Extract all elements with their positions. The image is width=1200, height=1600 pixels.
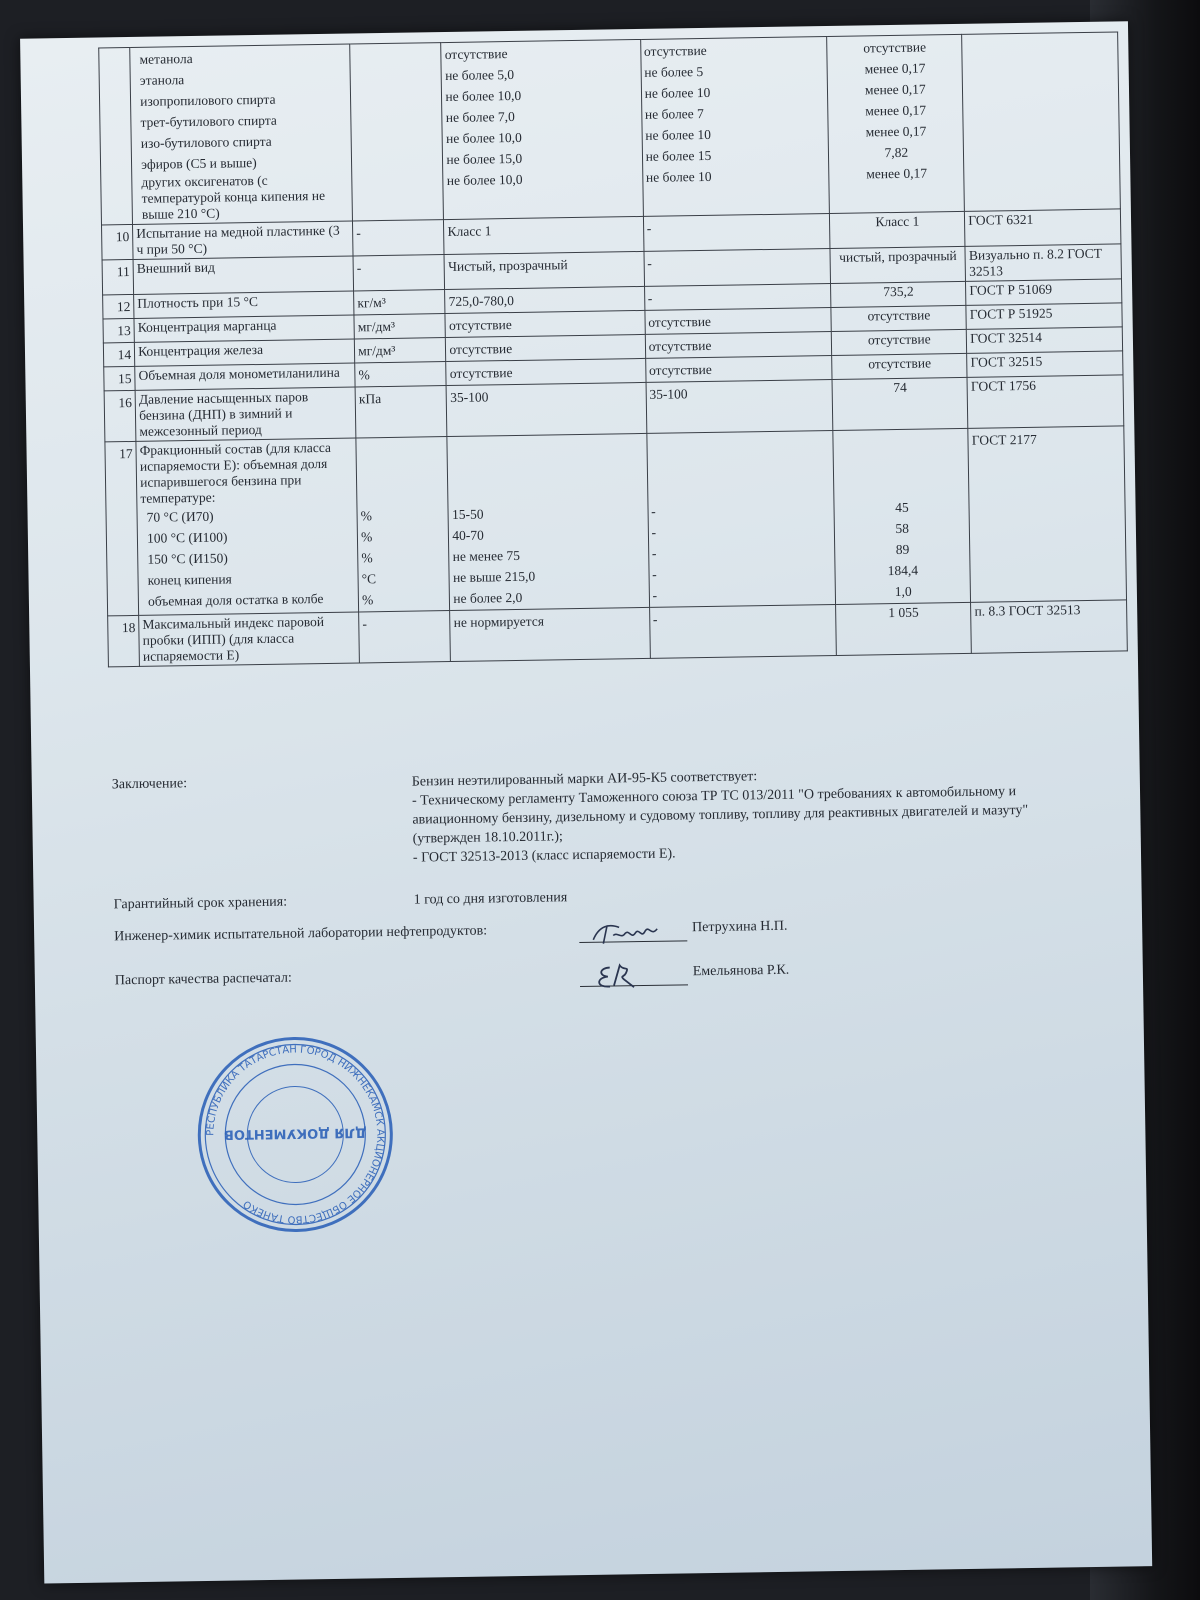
printed-by-label: Паспорт качества распечатал: xyxy=(114,970,292,989)
item-unit: % xyxy=(361,550,373,566)
row-result xyxy=(836,602,972,655)
item-name: других оксигенатов (с температурой конца кипения не выше 210 °С) xyxy=(141,172,326,222)
row-result-text: 1 055 xyxy=(888,604,919,621)
engineer-signature-line xyxy=(579,916,687,943)
row-name xyxy=(133,221,354,259)
cell-spacer xyxy=(360,438,445,505)
row-norm-1: Чистый, прозрачный xyxy=(444,251,644,289)
row-number: 14 xyxy=(103,342,134,366)
conclusion-line: Бензин неэтилированный марки АИ-95-К5 соответствует: xyxy=(411,769,758,790)
row-method xyxy=(965,209,1121,246)
row-method xyxy=(967,351,1123,377)
item-norm-2: отсутствие xyxy=(643,42,707,59)
item-name: этанола xyxy=(139,72,185,88)
item-name: конец кипения xyxy=(147,571,232,588)
row-name xyxy=(139,612,360,666)
row-norm-1: Класс 1 xyxy=(444,216,644,254)
row-result xyxy=(827,34,965,213)
row-norm-2: отсутствие xyxy=(645,355,832,382)
table-row xyxy=(99,32,1121,225)
row-name-text: Концентрация железа xyxy=(138,341,264,359)
row-unit xyxy=(356,437,450,612)
row-name xyxy=(136,438,359,615)
item-result: менее 0,17 xyxy=(864,81,926,98)
row-name-text: Фракционный состав (для класса испаряемости Е): объемная доля испарившегося бензина при температуре: xyxy=(139,439,332,506)
row-unit: кПа xyxy=(355,386,447,438)
stamp-outer-text: РЕСПУБЛИКА ТАТАРСТАН ГОРОД НИЖНЕКАМСК АКЦИОНЕРНОЕ ОБЩЕСТВО ТАНЕКО xyxy=(205,1044,386,1225)
cell-spacer xyxy=(451,435,644,504)
row-result-text: отсутствие xyxy=(867,331,931,348)
item-norm-2: не более 5 xyxy=(644,63,704,80)
row-method xyxy=(962,32,1120,211)
item-name: трет-бутилового спирта xyxy=(140,112,277,130)
item-norm-1: не более 10,0 xyxy=(446,171,523,189)
item-norm-1: не более 7,0 xyxy=(445,108,515,126)
row-norm-2: - xyxy=(643,214,830,252)
item-name: 150 °С (И150) xyxy=(147,550,228,567)
row-method xyxy=(965,244,1121,281)
row-name-text: Испытание на медной пластинке (3 ч при 50 °С) xyxy=(136,222,340,257)
row-unit xyxy=(350,43,444,221)
row-norm-1 xyxy=(447,433,649,610)
row-name xyxy=(134,315,354,342)
row-result-text: Класс 1 xyxy=(875,213,920,230)
row-unit: мг/дм³ xyxy=(354,314,446,339)
row-norm-1 xyxy=(441,39,643,219)
item-norm-2: - xyxy=(651,545,657,561)
row-method-text: Визуально п. 8.2 ГОСТ 32513 xyxy=(968,245,1103,279)
item-name: 70 °С (И70) xyxy=(146,508,214,525)
row-number: 15 xyxy=(104,366,135,390)
item-result: менее 0,17 xyxy=(864,60,926,77)
row-norm-1: 35-100 xyxy=(446,382,646,436)
item-norm-1: 15-50 xyxy=(451,506,484,522)
conclusion-line: - Техническому регламенту Таможенного союза ТР ТС 013/2011 "О требованиях к автомобильному и авиационному бензину, дизельному и судовому топливу, топливу для реактивных двигателей и мазуту" (утвержден 18.10.2011г.); xyxy=(411,784,1029,847)
item-result: менее 0,17 xyxy=(865,123,927,140)
item-norm-1: не выше 215,0 xyxy=(452,568,536,585)
conclusion-text xyxy=(412,763,1053,868)
row-number: 11 xyxy=(102,259,134,294)
row-norm-2: - xyxy=(649,604,837,658)
row-unit: кг/м³ xyxy=(354,290,446,315)
row-method xyxy=(966,279,1122,305)
item-norm-2: не более 10 xyxy=(644,84,711,101)
row-number: 12 xyxy=(103,294,134,318)
row-norm-2: - xyxy=(644,283,831,310)
item-norm-2: - xyxy=(651,503,656,519)
warranty-label: Гарантийный срок хранения: xyxy=(113,894,288,913)
row-method-text: ГОСТ 32514 xyxy=(970,329,1043,346)
row-result-text: чистый, прозрачный xyxy=(839,248,957,265)
item-unit: % xyxy=(360,508,373,524)
row-norm-1: не нормируется xyxy=(450,607,650,661)
row-result xyxy=(831,281,966,307)
item-result: 45 xyxy=(895,499,909,516)
item-norm-1: отсутствие xyxy=(444,46,508,63)
item-norm-2: не более 10 xyxy=(645,126,712,143)
row-result-text: отсутствие xyxy=(867,307,931,324)
row-unit: - xyxy=(353,255,445,291)
engineer-label: Инженер-химик испытательной лаборатории нефтепродуктов: xyxy=(114,923,488,945)
item-result: 58 xyxy=(895,520,910,537)
row-number: 16 xyxy=(104,390,136,441)
row-method-text: ГОСТ Р 51069 xyxy=(969,281,1053,298)
row-number xyxy=(99,47,133,224)
row-norm-2: отсутствие xyxy=(645,307,832,334)
row-number: 17 xyxy=(105,441,139,615)
row-number: 10 xyxy=(102,224,134,259)
item-norm-2: - xyxy=(651,524,657,540)
row-method xyxy=(967,327,1123,353)
warranty-value: 1 год со дня изготовления xyxy=(413,890,568,908)
row-norm-1: 725,0-780,0 xyxy=(445,286,645,313)
company-stamp xyxy=(194,1033,397,1236)
row-method xyxy=(971,600,1127,653)
row-result xyxy=(832,353,967,379)
item-unit: °С xyxy=(361,571,377,587)
item-result: менее 0,17 xyxy=(866,165,928,182)
row-norm-2: 35-100 xyxy=(646,379,834,433)
row-norm-1: отсутствие xyxy=(446,358,646,385)
item-name: 100 °С (И100) xyxy=(146,529,228,546)
row-unit: - xyxy=(359,611,451,663)
item-norm-1: не менее 75 xyxy=(452,547,521,564)
item-norm-2: не более 10 xyxy=(645,168,712,185)
row-norm-1: отсутствие xyxy=(445,310,645,337)
printer-signature xyxy=(580,960,688,992)
row-result xyxy=(833,428,971,604)
item-unit: % xyxy=(361,592,374,608)
row-result-text: 74 xyxy=(893,379,907,396)
item-name: метанола xyxy=(139,50,193,67)
item-norm-1: не более 10,0 xyxy=(445,87,522,105)
row-number: 13 xyxy=(103,318,134,342)
row-method: ГОСТ 2177 xyxy=(968,426,1126,602)
item-name: эфиров (С5 и выше) xyxy=(141,155,257,172)
engineer-signature xyxy=(579,916,687,948)
item-name: изопропилового спирта xyxy=(140,91,276,109)
item-norm-2: - xyxy=(652,587,658,603)
conclusion-label: Заключение: xyxy=(111,776,188,793)
row-method-text: ГОСТ 1756 xyxy=(970,377,1037,394)
item-name: изо-бутилового спирта xyxy=(140,133,272,151)
printer-name: Емельянова Р.К. xyxy=(692,962,790,980)
row-name-text: Внешний вид xyxy=(136,259,216,276)
row-result xyxy=(831,305,966,331)
item-result: 1,0 xyxy=(894,583,912,600)
stamp-center-text: ДЛЯ ДОКУМЕНТОВ xyxy=(223,1124,367,1142)
item-norm-2: не более 7 xyxy=(644,105,704,122)
row-norm-2 xyxy=(646,430,835,607)
item-norm-2: - xyxy=(652,566,657,582)
row-result xyxy=(832,329,967,355)
item-result: 89 xyxy=(895,541,910,558)
printer-signature-line xyxy=(580,960,688,987)
row-method-text: ГОСТ 32515 xyxy=(970,353,1043,370)
row-norm-2: - xyxy=(644,248,831,286)
row-method-text: ГОСТ Р 51925 xyxy=(969,305,1053,322)
row-norm-2 xyxy=(640,37,830,217)
row-name-text: Максимальный индекс паровой пробки (ИПП) (для класса испаряемости Е) xyxy=(142,613,325,664)
item-norm-1: не более 5,0 xyxy=(445,66,515,84)
row-name-text: Объемная доля монометиланилина xyxy=(138,364,340,383)
row-method xyxy=(966,303,1122,329)
row-unit: - xyxy=(353,220,445,256)
row-result xyxy=(832,377,968,430)
row-norm-1: отсутствие xyxy=(446,334,646,361)
row-norm-2: отсутствие xyxy=(645,331,832,358)
row-name xyxy=(130,44,353,224)
item-result: 7,82 xyxy=(884,144,909,161)
cell-spacer xyxy=(650,432,831,501)
cell-spacer xyxy=(837,430,966,498)
row-method xyxy=(967,375,1123,428)
table-row xyxy=(105,426,1127,616)
item-norm-1: не более 15,0 xyxy=(446,150,523,168)
item-norm-1: не более 2,0 xyxy=(453,589,523,606)
item-norm-1: не более 10,0 xyxy=(445,129,522,147)
item-norm-1: 40-70 xyxy=(452,527,484,543)
engineer-name: Петрухина Н.П. xyxy=(691,918,788,936)
row-result xyxy=(830,211,965,248)
row-name xyxy=(134,339,354,366)
row-result-text: отсутствие xyxy=(868,355,932,372)
quality-passport-table xyxy=(98,31,1128,667)
row-number: 18 xyxy=(108,615,140,666)
row-unit: % xyxy=(355,362,447,387)
row-name-text: Плотность при 15 °С xyxy=(137,293,259,311)
row-name xyxy=(133,256,354,294)
item-result: менее 0,17 xyxy=(865,102,927,119)
item-result: 184,4 xyxy=(887,562,919,579)
row-name xyxy=(134,291,354,318)
document-page xyxy=(20,21,1152,1583)
item-name: объемная доля остатка в колбе xyxy=(147,591,324,609)
row-result-text: 735,2 xyxy=(883,283,914,300)
row-unit: мг/дм³ xyxy=(354,338,446,363)
row-name xyxy=(135,387,356,441)
row-method-text: п. 8.3 ГОСТ 32513 xyxy=(974,602,1081,619)
item-unit: % xyxy=(360,529,373,545)
row-result xyxy=(830,246,965,283)
row-name-text: Давление насыщенных паров бензина (ДНП) в зимний и межсезонный период xyxy=(138,389,309,439)
row-method-text: ГОСТ 6321 xyxy=(968,211,1034,228)
item-result: отсутствие xyxy=(863,39,927,56)
conclusion-line: - ГОСТ 32513-2013 (класс испаряемости Е). xyxy=(412,846,676,866)
item-norm-2: не более 15 xyxy=(645,147,712,164)
row-name xyxy=(135,363,355,390)
row-name-text: Концентрация марганца xyxy=(137,317,277,335)
